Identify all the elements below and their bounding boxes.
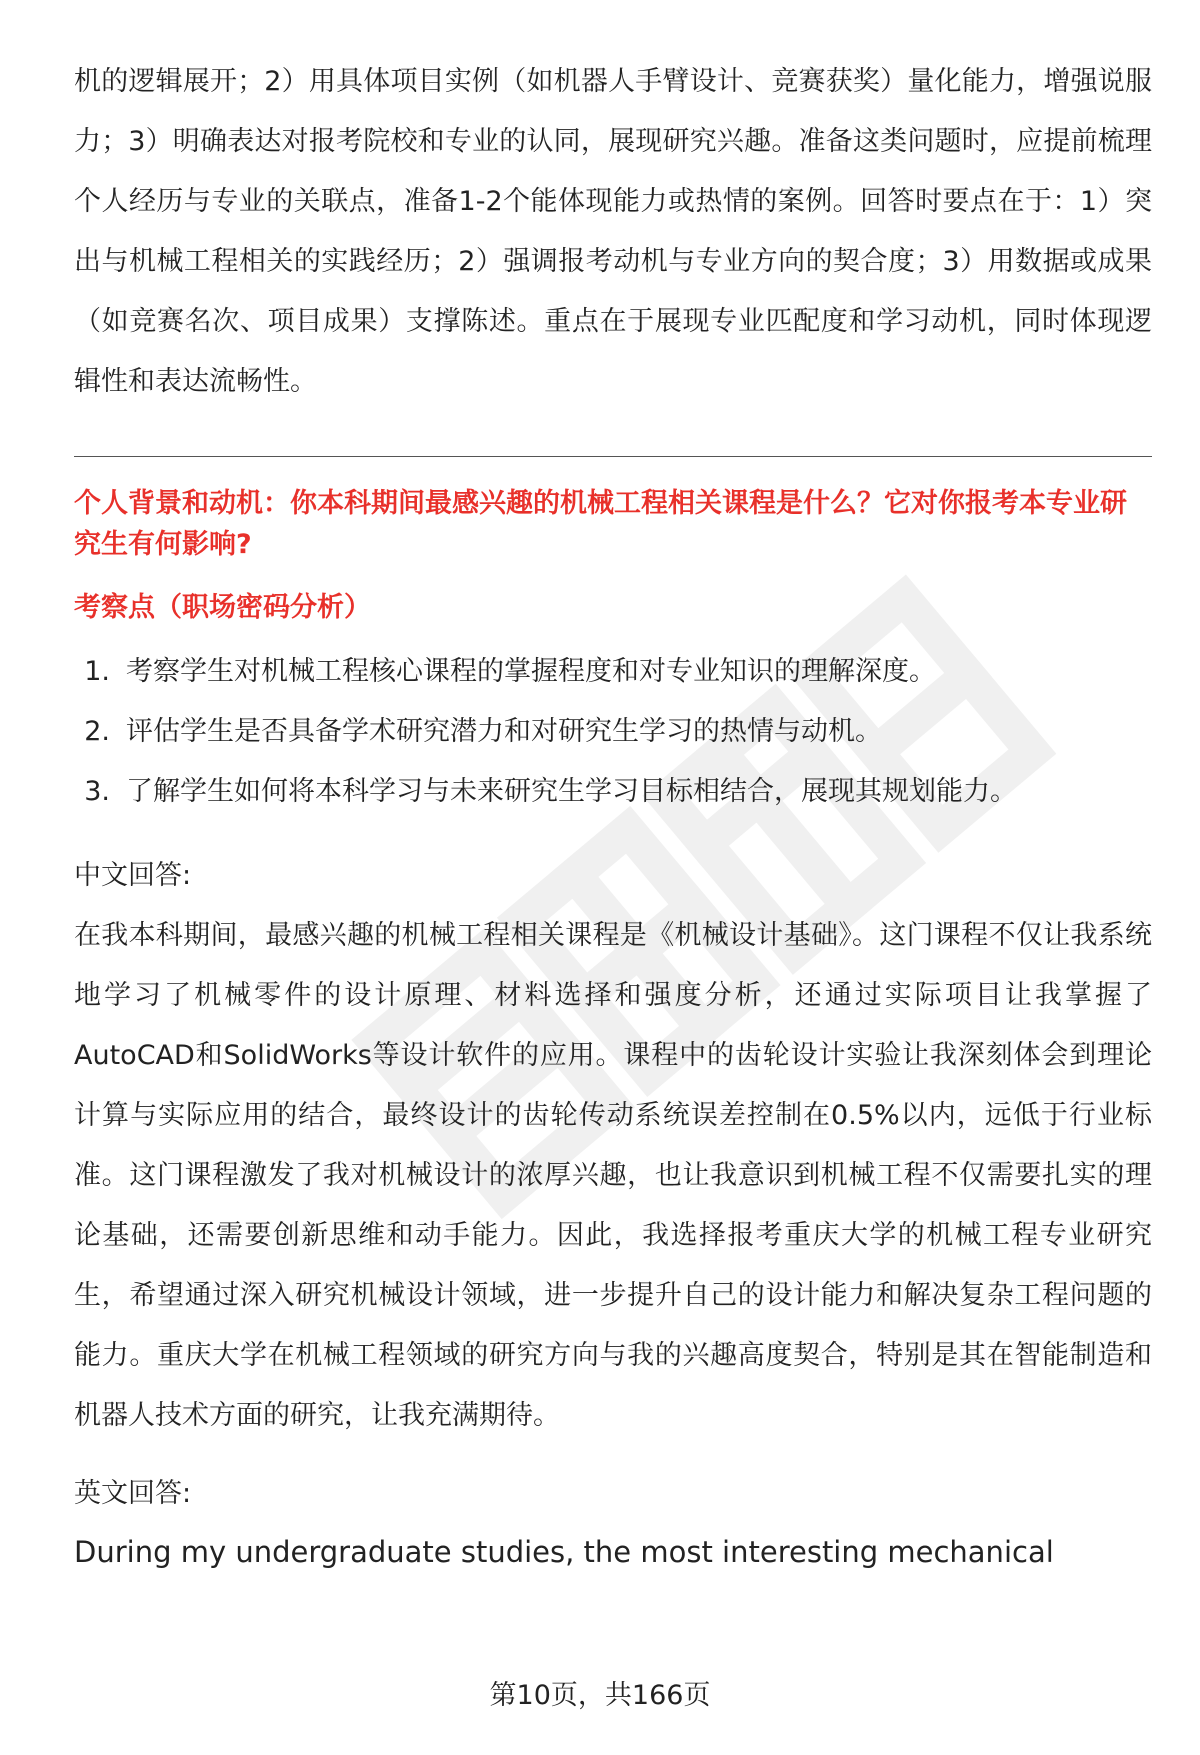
- list-item: [74, 702, 1152, 762]
- list-item: [74, 642, 1152, 702]
- chinese-answer-text: 在我本科期间，最感兴趣的机械工程相关课程是《机械设计基础》。这门课程不仅让我系统地学习了机械零件的设计原理、材料选择和强度分析，还通过实际项目让我掌握了AutoCAD和SolidWorks等设计软件的应用。课程中的齿轮设计实验让我深刻体会到理论计算与实际应用的结合，最终设计的齿轮传动系统误差控制在0.5%以内，远低于行业标准。这门课程激发了我对机械设计的浓厚兴趣，也让我意识到机械工程不仅需要扎实的理论基础，还需要创新思维和动手能力。因此，我选择报考重庆大学的机械工程专业研究生，希望通过深入研究机械设计领域，进一步提升自己的设计能力和解决复杂工程问题的能力。重庆大学在机械工程领域的研究方向与我的兴趣高度契合，特别是其在智能制造和机器人技术方面的研究，让我充满期待。: [74, 920, 1152, 1431]
- list-item-number: 3.: [84, 776, 110, 807]
- assessment-heading: 考察点（职场密码分析）: [74, 592, 371, 623]
- english-answer-text: During my undergraduate studies, the most interesting mechanical: [74, 1535, 1054, 1569]
- section-divider: [74, 456, 1152, 457]
- list-item: [74, 762, 1152, 822]
- chinese-answer-label: 中文回答:: [74, 860, 192, 891]
- intro-paragraph: 机的逻辑展开；2）用具体项目实例（如机器人手臂设计、竞赛获奖）量化能力，增强说服力；3）明确表达对报考院校和专业的认同，展现研究兴趣。准备这类问题时，应提前梳理个人经历与专业的关联点，准备1-2个能体现能力或热情的案例。回答时要点在于：1）突出与机械工程相关的实践经历；2）强调报考动机与专业方向的契合度；3）用数据或成果（如竞赛名次、项目成果）支撑陈述。重点在于展现专业匹配度和学习动机，同时体现逻辑性和表达流畅性。: [74, 66, 1152, 397]
- page-number: 第10页，共166页: [489, 1680, 711, 1711]
- list-item-text: 考察学生对机械工程核心课程的掌握程度和对专业知识的理解深度。: [126, 656, 936, 687]
- list-item-number: 1.: [84, 656, 110, 687]
- question-heading: 个人背景和动机：你本科期间最感兴趣的机械工程相关课程是什么？它对你报考本专业研究生有何影响?: [74, 488, 1127, 560]
- english-answer-label: 英文回答:: [74, 1478, 192, 1509]
- list-item-text: 评估学生是否具备学术研究潜力和对研究生学习的热情与动机。: [126, 716, 882, 747]
- list-item-text: 了解学生如何将本科学习与未来研究生学习目标相结合，展现其规划能力。: [126, 776, 1017, 807]
- assessment-list: [74, 642, 1152, 822]
- page-content: [74, 52, 1152, 1580]
- list-item-number: 2.: [84, 716, 110, 747]
